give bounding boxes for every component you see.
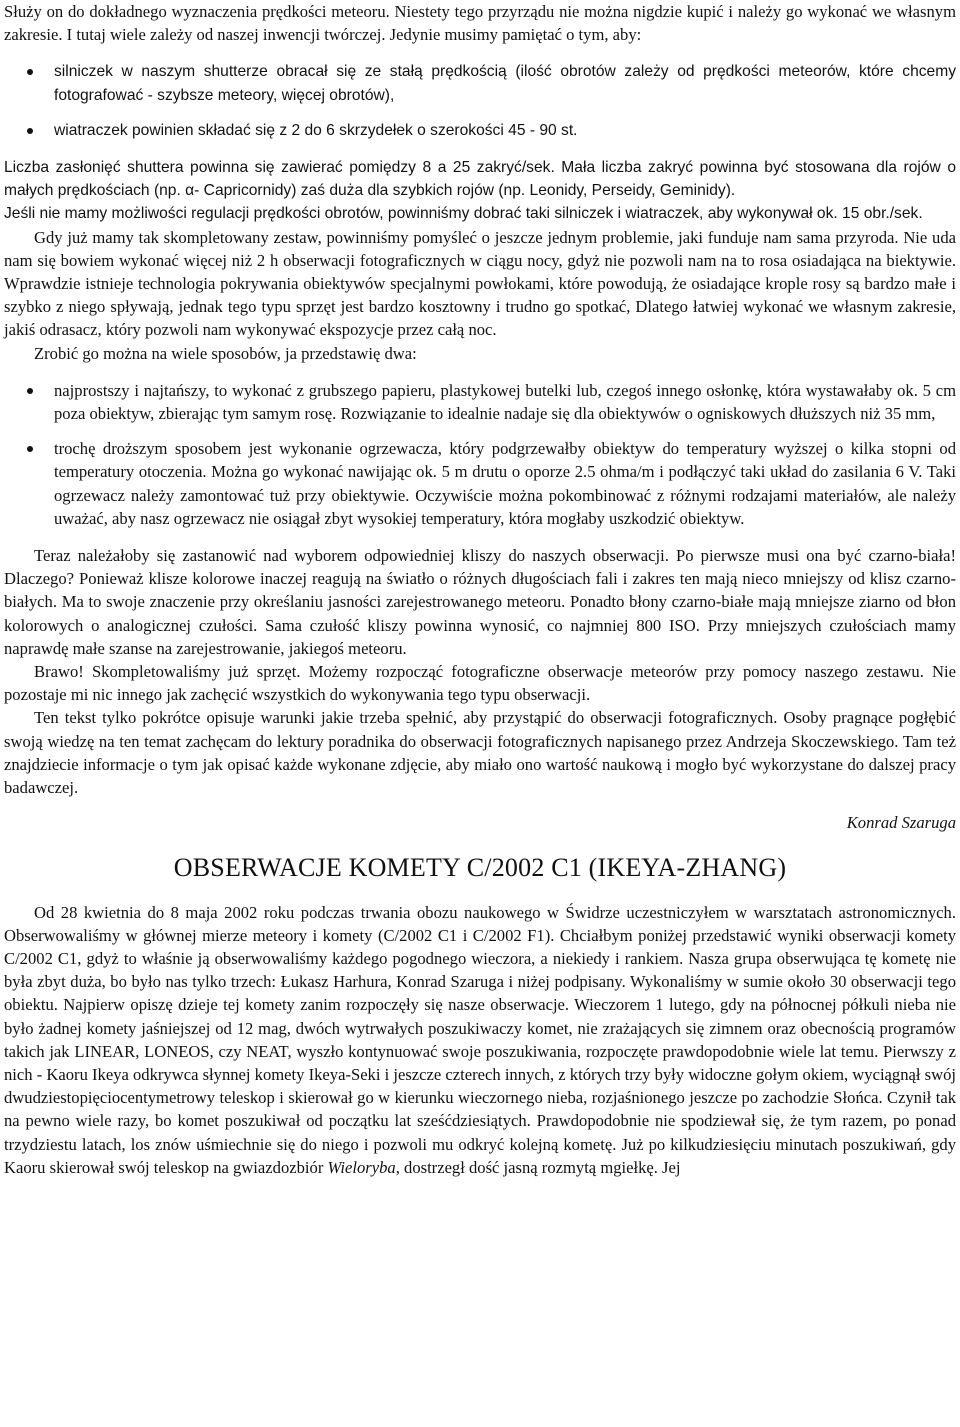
comet-paragraph-text: Od 28 kwietnia do 8 maja 2002 roku podczas trwania obozu naukowego w Świdrze uczestniczyłem w warsztatach astronomicznych. Obserwowaliśmy w głównej mierze meteory i komety (C/2002 C1 i C/2002 F1). Chciałbym poniżej przedstawić wyniki obserwacji komety C/2002 C1, gdyż to właśnie ją obserwowaliśmy każdego pogodnego wieczora, a niekiedy i rankiem. Nasza grupa obserwująca tę kometę nie była zbyt duża, bo było nas tylko trzech: Łukasz Harhura, Konrad Szaruga i niżej podpisany. Wykonaliśmy w sumie około 30 obserwacji tego obiektu. Najpierw opiszę dzieje tej komety zanim rozpoczęły się nasze obserwacje. Wieczorem 1 lutego, gdy na północnej półkuli nieba nie było żadnej komety jaśniejszej od 12 mag, dwóch wytrwałych poszukiwaczy komet, nie zrażających się zimnem oraz obecnością programów takich jak LINEAR, LONEOS, czy NEAT, wyszło kontynuować swoje poszukiwania, rozpoczęte prawdopodobnie wiele lat temu. Pierwszy z nich - Kaoru Ikeya odkrywca słynnej komety Ikeya-Seki i jeszcze czterech innych, z których trzy były widoczne gołym okiem, wyciągnął swój dwudziestopięciocentymetrowy teleskop i skierował go w kierunku wieczornego nieba, rozjaśnionego jeszcze po zachodzie Słońca. Czynił tak na pewno wiele razy, bo komet poszukiwał od początku lat sześćdziesiątych. Prawdopodobnie nie spodziewał się, że tym razem, po ponad trzydziestu latach, los znów uśmiechnie się do niego i pozwoli mu odkryć kolejną kometę. Już po kilkudziesięciu minutach poszukiwań, gdy Kaoru skierował swój teleskop na gwiazdozbiór xyxy=(4,902,956,1177)
shutter-speed-paragraph: Jeśli nie mamy możliwości regulacji prędkości obrotów, powinniśmy dobrać taki silniczek i wiatraczek, aby wykonywał ok. 15 obr./sek. xyxy=(4,205,923,223)
dew-methods-list xyxy=(4,379,956,530)
constellation-name: Wieloryba xyxy=(327,1157,396,1177)
shutter-paragraph: Liczba zasłonięć shuttera powinna się zawierać pomiędzy 8 a 25 zakryć/sek. Mała liczba zakryć powinna być stosowana dla rojów o małych prędkościach (np. α- Capricornidy) zaś duża dla szybkich rojów (np. Leonidy, Perseidy, Geminidy). xyxy=(4,159,956,200)
list-item-text: najprostszy i najtańszy, to wykonać z grubszego papieru, plastykowej butelki lub, czegoś innego osłonkę, która wystawałaby ok. 5 cm poza obiektyw, zbierając tym samym rosę. Rozwiązanie to idealnie nadaje się dla obiektywów o ogniskowych dłuższych niż 35 mm, xyxy=(54,380,956,424)
dew-paragraph: Gdy już mamy tak skompletowany zestaw, powinniśmy pomyśleć o jeszcze jednym problemie, jaki funduje nam sama przyroda. Nie uda nam się bowiem wykonać więcej niż 2 h obserwacji fotograficznych w ciągu nocy, gdyż nie pozwoli nam na to rosa osiadająca na biektywie. Wprawdzie istnieje technologia pokrywania obiektywów specjalnymi powłokami, które powodują, że osiadające krople rosy są bardzo małe i szybko z niego spływają, jednak tego typu sprzęt jest bardzo kosztowny i trudno go spotkać, Dlatego łatwiej wykonać we własnym zakresie, jakiś odrasacz, który pozwoli nam wykonywać ekspozycje przez całą noc. xyxy=(4,227,956,340)
list-item xyxy=(54,119,956,142)
list-item-text: trochę droższym sposobem jest wykonanie ogrzewacza, który podgrzewałby obiektyw do temperatury wyższej o kilka stopni od temperatury otoczenia. Można go wykonać nawijając ok. 5 m drutu o oporze 2.5 ohma/m i podłączyć taki układ do zasilania 6 V. Taki ogrzewacz należy zamontować tuż przy obiektywie. Oczywiście można pokombinować z różnymi rodzajami materiałów, ale należy uważać, aby nasz ogrzewacz nie osiągał zbyt wysokiej temperatury, która mogłaby uszkodzić obiektyw. xyxy=(54,439,956,528)
comet-paragraph xyxy=(4,901,956,1179)
list-item xyxy=(54,60,956,106)
intro-paragraph: Służy on do dokładnego wyznaczenia prędkości meteoru. Niestety tego przyrządu nie można nigdzie kupić i należy go wykonać we własnym zakresie. I tutaj wiele zależy od naszej inwencji twórczej. Jedynie musimy pamiętać o tym, aby: xyxy=(4,2,956,45)
author-signature: Konrad Szaruga xyxy=(846,813,956,833)
bullet-icon xyxy=(27,446,33,452)
equipment-complete-paragraph: Brawo! Skompletowaliśmy już sprzęt. Możemy rozpocząć fotograficzne obserwacje meteorów przy pomocy naszego zestawu. Nie pozostaje mi nic innego jak zachęcić wszystkich do wykonywania tego typu obserwacji. xyxy=(4,662,956,705)
dew-methods-paragraph: Zrobić go można na wiele sposobów, ja przedstawię dwa: xyxy=(34,343,417,363)
bullet-icon xyxy=(27,69,33,75)
comet-paragraph-text-end: , dostrzegł dość jasną rozmytą mgiełkę. Jej xyxy=(395,1157,681,1177)
list-item-text: silniczek w naszym shutterze obracał się ze stałą prędkością (ilość obrotów zależy od prędkości meteorów, które chcemy fotografować - szybsze meteory, więcej obrotów), xyxy=(54,63,956,104)
list-item-text: wiatraczek powinien składać się z 2 do 6 skrzydełek o szerokości 45 - 90 st. xyxy=(54,121,578,139)
shutter-requirements-list xyxy=(4,60,956,142)
list-item xyxy=(54,437,956,530)
bullet-icon xyxy=(27,128,33,134)
document-page xyxy=(4,0,956,1179)
section-title: OBSERWACJE KOMETY C/2002 C1 (IKEYA-ZHANG) xyxy=(173,852,787,882)
list-item xyxy=(54,379,956,425)
film-paragraph: Teraz należałoby się zastanowić nad wyborem odpowiedniej kliszy do naszych obserwacji. Po pierwsze musi ona być czarno-biała! Dlaczego? Ponieważ klisze kolorowe inaczej reagują na światło o różnych długościach fali i zakres ten mają nieco mniejszy od klisz czarno-białych. Ma to swoje znaczenie przy określaniu jasności zarejestrowanego meteoru. Ponadto błony czarno-białe mają mniejsze ziarno od błon kolorowych o analogicznej czułości. Sama czułość kliszy powinna wynosić, co najmniej 800 ISO. Przy mniejszych czułościach mamy naprawdę małe szanse na zarejestrowanie, jakiegoś meteoru. xyxy=(4,546,956,658)
bullet-icon xyxy=(27,388,33,394)
further-reading-paragraph: Ten tekst tylko pokrótce opisuje warunki jakie trzeba spełnić, aby przystąpić do obserwacji fotograficznych. Osoby pragnące pogłębić swoją wiedzę na ten temat zachęcam do lektury poradnika do obserwacji fotograficznych napisanego przez Andrzeja Skoczewskiego. Tam też znajdziecie informacje o tym jak opisać każde wykonane zdjęcie, aby miało ono wartość naukową i mogło być wykorzystane do dalszej pracy badawczej. xyxy=(4,708,956,798)
